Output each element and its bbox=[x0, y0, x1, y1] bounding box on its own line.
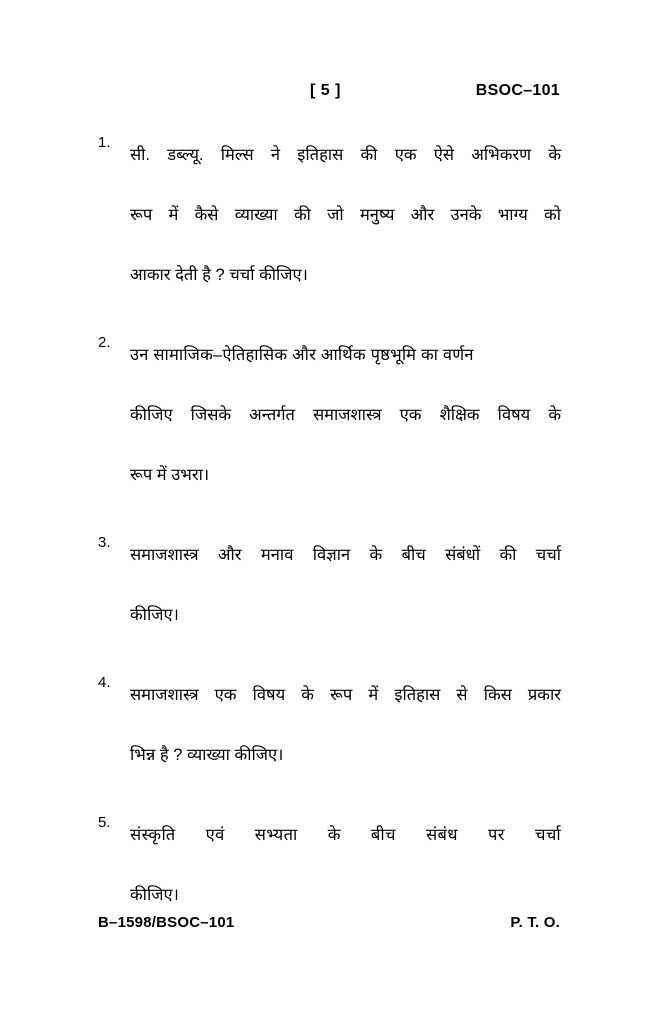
question-number: 3. bbox=[98, 534, 111, 551]
page-number: [ 5 ] bbox=[310, 82, 341, 99]
question-line: संस्कृति एवं सभ्यता के बीच संबंध पर चर्चा bbox=[130, 826, 561, 844]
question-item bbox=[98, 125, 561, 305]
question-line: कीजिए। bbox=[130, 606, 179, 624]
question-number: 5. bbox=[98, 814, 111, 831]
question-line: रूप में कैसे व्याख्या की जो मनुष्य और उनके भाग्य को bbox=[130, 206, 561, 224]
question-line: कीजिए। bbox=[130, 886, 179, 904]
question-line: रूप में उभरा। bbox=[130, 466, 210, 484]
question-line: समाजशास्त्र और मनाव विज्ञान के बीच संबंधों की चर्चा bbox=[130, 546, 561, 564]
question-text bbox=[130, 805, 561, 925]
paper-code: BSOC–101 bbox=[475, 82, 560, 99]
question-item bbox=[98, 325, 561, 505]
question-item bbox=[98, 805, 561, 925]
question-list bbox=[98, 125, 561, 945]
page-turn-over-label: P. T. O. bbox=[510, 914, 560, 931]
question-item bbox=[98, 665, 561, 785]
page-footer bbox=[98, 914, 560, 936]
question-text bbox=[130, 525, 561, 645]
question-line: सी. डब्ल्यू. मिल्स ने इतिहास की एक ऐसे अभिकरण के bbox=[130, 146, 561, 164]
question-line: उन सामाजिक–ऐतिहासिक और आर्थिक पृष्ठभूमि का वर्णन bbox=[130, 346, 474, 364]
question-text bbox=[130, 325, 561, 505]
question-line: समाजशास्त्र एक विषय के रूप में इतिहास से किस प्रकार bbox=[130, 686, 561, 704]
question-line: कीजिए जिसके अन्तर्गत समाजशास्त्र एक शैक्षिक विषय के bbox=[130, 406, 561, 424]
question-number: 4. bbox=[98, 674, 111, 691]
question-line: आकार देती है ? चर्चा कीजिए। bbox=[130, 266, 308, 284]
question-line: भिन्न है ? व्याख्या कीजिए। bbox=[130, 746, 284, 764]
question-item bbox=[98, 525, 561, 645]
page-header bbox=[98, 82, 560, 104]
question-text bbox=[130, 665, 561, 785]
question-number: 2. bbox=[98, 334, 111, 351]
footer-paper-code: B–1598/BSOC–101 bbox=[98, 914, 235, 931]
question-text bbox=[130, 125, 561, 305]
question-number: 1. bbox=[98, 134, 111, 151]
